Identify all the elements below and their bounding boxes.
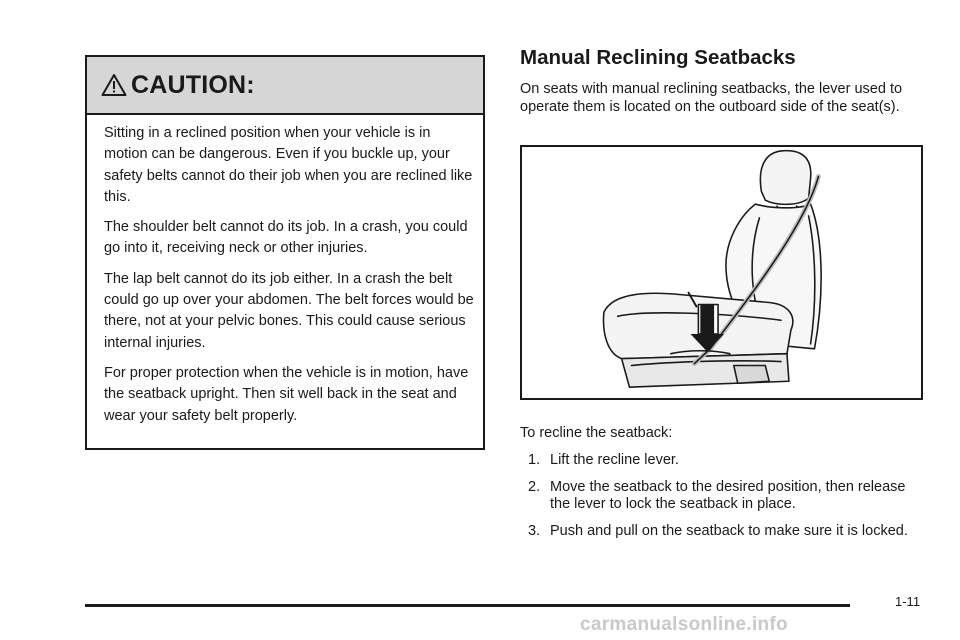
- list-item: [528, 479, 920, 514]
- page-number: 1-11: [895, 594, 921, 609]
- caution-title: CAUTION:: [131, 70, 255, 99]
- caution-paragraph: Sitting in a reclined position when your vehicle is in motion can be dangerous. Even if you buckle up, your safety belts cannot do their job when you are reclined like this.: [104, 125, 473, 205]
- list-item: [528, 452, 920, 470]
- step-text: Push and pull on the seatback to make sure it is locked.: [550, 522, 908, 539]
- warning-triangle-icon: [101, 73, 127, 97]
- seat-figure: [520, 145, 923, 400]
- section-intro: On seats with manual reclining seatbacks, the lever used to operate them is located on the outboard side of the seat(s).: [520, 81, 903, 115]
- caution-paragraph: For proper protection when the vehicle is in motion, have the seatback upright. Then sit well back in the seat and wear your safety belt properly.: [104, 364, 469, 424]
- watermark: carmanualsonline.info: [580, 614, 788, 635]
- caution-paragraph: The lap belt cannot do its job either. In a crash the belt could go up over your abdomen. The belt forces would be there, not at your pelvic bones. This could cause serious internal injuries.: [104, 270, 474, 351]
- step-number: 3.: [528, 522, 541, 539]
- step-text: Move the seatback to the desired position, then release the lever to lock the seatback in place.: [550, 478, 906, 512]
- steps-list: [528, 452, 920, 549]
- step-text: Lift the recline lever.: [550, 452, 679, 468]
- caution-header: [87, 57, 483, 115]
- step-number: 1.: [528, 452, 541, 468]
- caution-box: [85, 55, 485, 450]
- steps-lead: To recline the seatback:: [520, 425, 673, 441]
- caution-paragraph: The shoulder belt cannot do its job. In a crash, you could go into it, receiving neck or other injuries.: [104, 219, 468, 257]
- caution-body: [87, 115, 483, 427]
- list-item: [528, 523, 920, 541]
- step-number: 2.: [528, 478, 541, 495]
- footer-rule: [85, 604, 850, 607]
- section-heading: Manual Reclining Seatbacks: [520, 46, 796, 69]
- reclining-seat-illustration: [522, 147, 921, 398]
